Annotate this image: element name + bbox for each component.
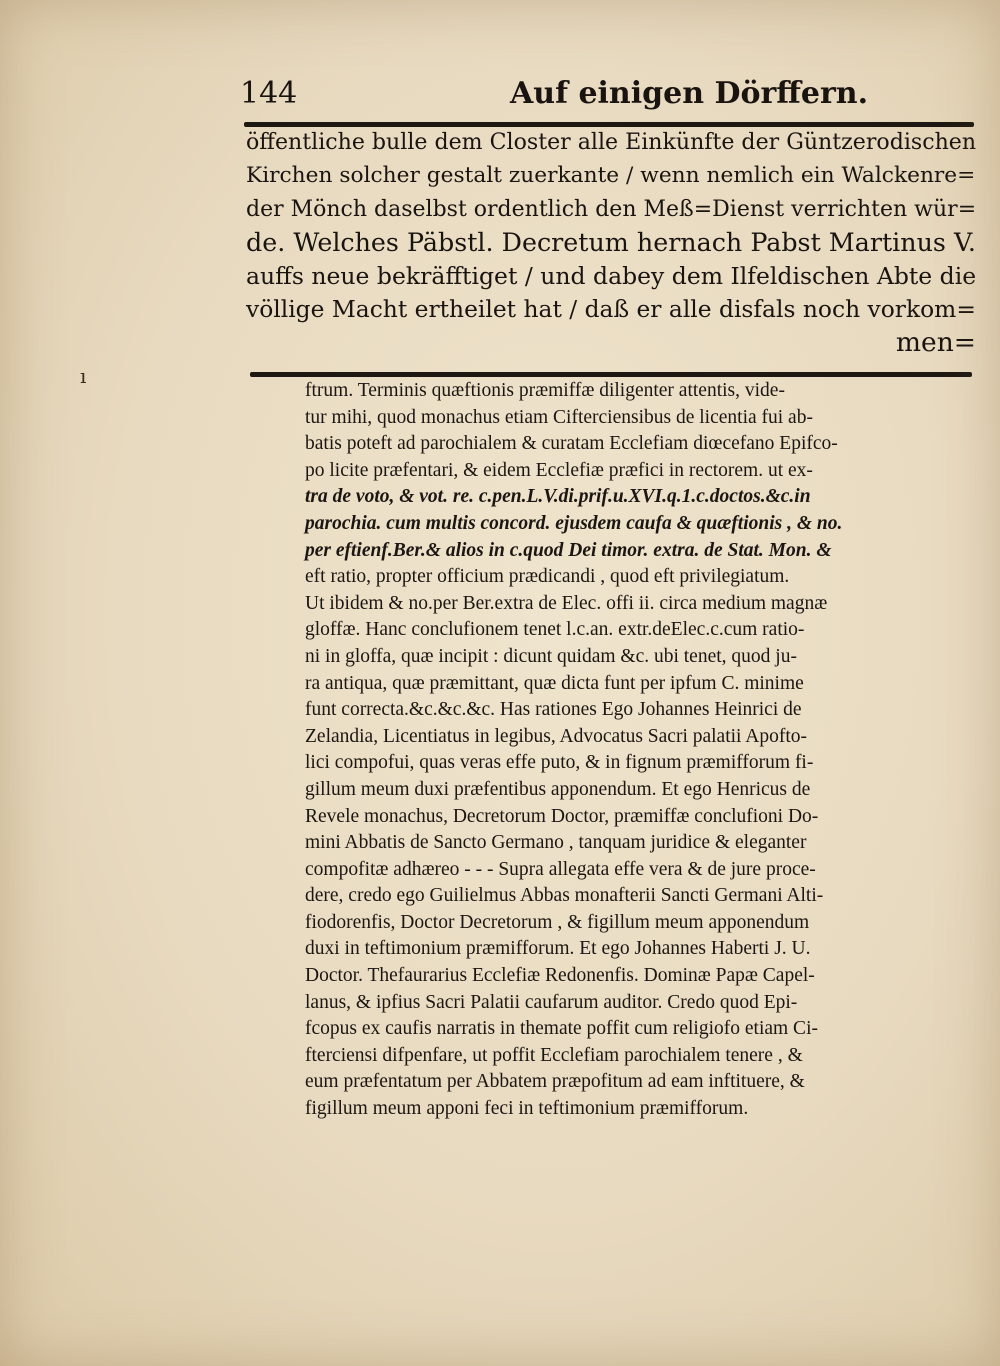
note-line: tur mihi, quod monachus etiam Cifterciensibus de licentia fui ab- (305, 406, 813, 428)
note-line: per eftienf.Ber.& alios in c.quod Dei timor. extra. de Stat. Mon. & (305, 539, 832, 561)
text-line: der Mönch daselbst ordentlich den Meß=Dienst verrichten wür= (246, 196, 977, 222)
catchword: men= (895, 327, 976, 359)
footnote-latin (305, 378, 975, 1123)
note-line: po licite præfentari, & eidem Ecclefiæ præfici in rectorem. ut ex- (305, 459, 813, 481)
note-line: fcopus ex caufis narratis in themate poffit cum religiofo etiam Ci- (305, 1018, 818, 1040)
notes-rule (250, 372, 972, 377)
note-line: mini Abbatis de Sancto Germano , tanquam juridice & eleganter (305, 832, 807, 854)
text-line: auffs neue bekräfftiget / und dabey dem Ilfeldischen Abte die (246, 261, 977, 290)
note-line: eum præfentatum per Abbatem præpofitum ad eam inftituere, & (305, 1071, 805, 1093)
note-line: figillum meum apponi feci in teftimonium præmifforum. (305, 1098, 749, 1120)
note-line: gloffæ. Hanc conclufionem tenet l.c.an. extr.deElec.c.cum ratio- (305, 619, 805, 641)
note-line: Revele monachus, Decretorum Doctor, præmiffæ conclufioni Do- (305, 805, 819, 827)
note-line: tra de voto, & vot. re. c.pen.L.V.di.prif.u.XVI.q.1.c.doctos.&c.in (305, 486, 811, 508)
note-line: lanus, & ipfius Sacri Palatii caufarum auditor. Credo quod Epi- (305, 991, 798, 1013)
note-line: fiodorenfis, Doctor Decretorum , & figillum meum apponendum (305, 911, 810, 933)
running-title: Auf einigen Dörffern. (510, 76, 869, 111)
page-header (240, 76, 970, 120)
note-line: eft ratio, propter officium prædicandi , quod eft privilegiatum. (305, 566, 790, 588)
text-line: öffentliche bulle dem Closter alle Einkünfte der Güntzerodischen (246, 130, 977, 155)
note-line: duxi in teftimonium præmifforum. Et ego Johannes Haberti J. U. (305, 938, 811, 960)
note-line: batis poteft ad parochialem & curatam Ecclefiam diœcefano Epifco- (305, 433, 838, 455)
note-line: ftrum. Terminis quæftionis præmiffæ diligenter attentis, vide- (305, 380, 785, 401)
note-line: gillum meum duxi præfentibus apponendum. Et ego Henricus de (305, 778, 811, 800)
note-line: ni in gloffa, quæ incipit : dicunt quidam &c. ubi tenet, quod ju- (305, 645, 797, 667)
text-line: Kirchen solcher gestalt zuerkante / wenn nemlich ein Walckenre= (246, 163, 976, 189)
note-line: dere, credo ego Guilielmus Abbas monafterii Sancti Germani Alti- (305, 885, 824, 907)
note-line: fterciensi difpenfare, ut poffit Ecclefiam parochialem tenere , & (305, 1044, 803, 1066)
note-line: ra antiqua, quæ præmittant, quæ dicta funt per ipfum C. minime (305, 672, 804, 694)
note-line: lici compofui, quas veras effe puto, & in fignum præmifforum fi- (305, 752, 814, 774)
note-line: Ut ibidem & no.per Ber.extra de Elec. offi ii. circa medium magnæ (305, 592, 828, 614)
note-line: parochia. cum multis concord. ejusdem caufa & quæftionis , & no. (305, 512, 843, 534)
main-text-german (246, 126, 976, 360)
note-line: compofitæ adhæreo - - - Supra allegata effe vera & de jure proce- (305, 858, 816, 880)
text-line: völlige Macht ertheilet hat / daß er alle disfals noch vorkom= (246, 295, 976, 324)
text-line: de. Welches Päbstl. Decretum hernach Pabst Martinus V. (246, 227, 976, 258)
page-number: 144 (240, 76, 298, 111)
note-line: Doctor. Thefaurarius Ecclefiæ Redonenfis. Dominæ Papæ Capel- (305, 965, 815, 987)
margin-mark: ı (80, 364, 87, 388)
note-line: funt correcta.&c.&c.&c. Has rationes Ego Johannes Heinrici de (305, 699, 802, 721)
note-line: Zelandia, Licentiatus in legibus, Advocatus Sacri palatii Apofto- (305, 725, 808, 747)
